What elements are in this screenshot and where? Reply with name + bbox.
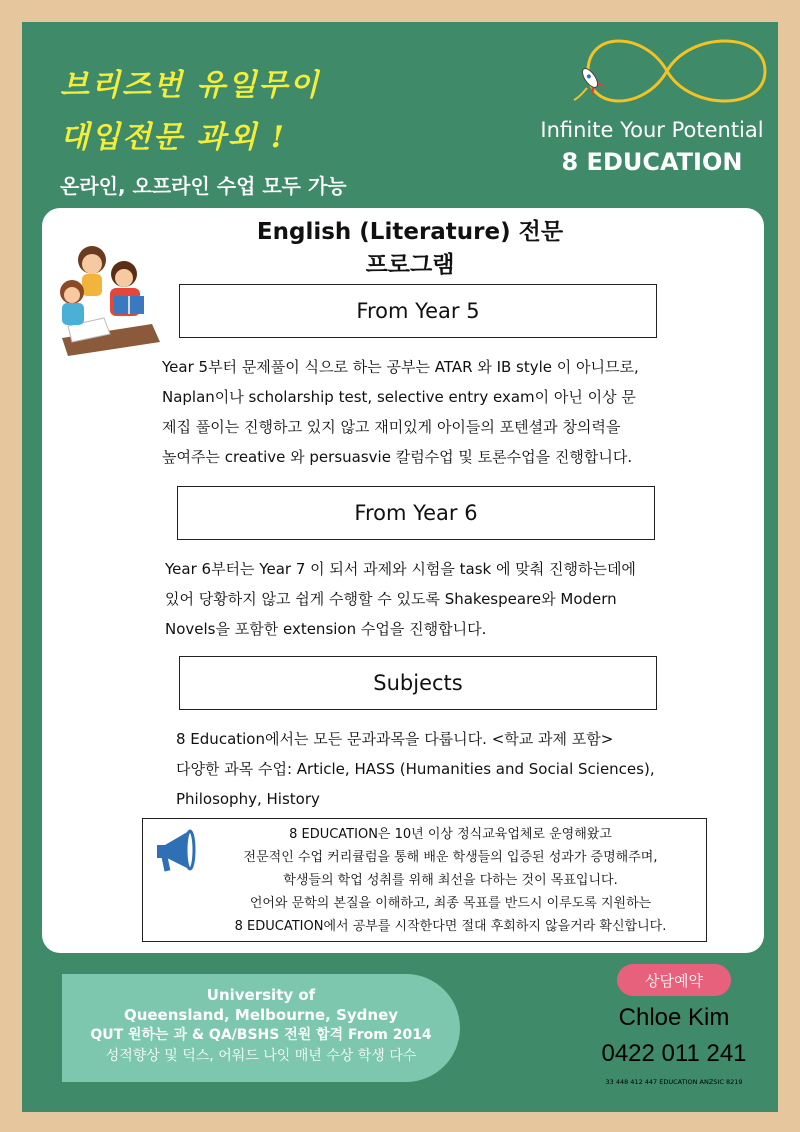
subjects-heading: Subjects (179, 656, 657, 710)
registration-text: 33 448 412 447 EDUCATION ANZSIC 8219 (605, 1078, 743, 1086)
subjects-line: 다양한 과목 수업: Article, HASS (Humanities and Social Sciences), (176, 760, 655, 778)
achievement-line3: QUT 원하는 과 & QA/BSHS 전원 합격 From 2014 (90, 1027, 432, 1043)
year6-line: Year 6부터는 Year 7 이 되서 과제와 시험을 task 에 맞춰 진행하는데에 (165, 560, 636, 578)
subjects-text (176, 724, 655, 814)
year5-line: Naplan이나 scholarship test, selective entry exam이 아닌 이상 문 (162, 388, 636, 406)
achievements-banner (62, 974, 460, 1082)
achievement-line1: University of (206, 986, 316, 1004)
year5-text (162, 352, 639, 472)
contact-name: Chloe Kim (618, 1004, 730, 1031)
program-title (200, 216, 620, 282)
notice-line: 전문적인 수업 커리큘럼을 통해 배운 학생들의 입증된 성과가 증명해주며, (243, 850, 658, 865)
notice-line: 언어와 문학의 본질을 이해하고, 최종 목표를 반드시 이루도록 지원하는 (249, 896, 652, 911)
year5-heading: From Year 5 (179, 284, 657, 338)
notice-line: 8 EDUCATION은 10년 이상 정식교육업체로 운영해왔고 (289, 827, 612, 842)
year6-line: Novels을 포함한 extension 수업을 진행합니다. (165, 620, 487, 638)
program-title-line1: English (Literature) 전문 (256, 219, 564, 245)
subjects-line: Philosophy, History (176, 790, 320, 808)
brand-name: 8 EDUCATION (561, 148, 743, 176)
rocket-icon (577, 64, 606, 95)
kids-reading-icon (52, 238, 162, 360)
infinity-logo-icon (560, 26, 774, 116)
headline-line1: 브리즈번 유일무이 (60, 68, 321, 103)
subjects-line: 8 Education에서는 모든 문과과목을 다룹니다. <학교 과제 포함> (176, 730, 614, 748)
notice-line: 학생들의 학업 성취를 위해 최선을 다하는 것이 목표입니다. (283, 873, 618, 888)
year5-line: 제집 풀이는 진행하고 있지 않고 재미있게 아이들의 포텐셜과 창의력을 (162, 418, 621, 436)
headline-line2: 대입전문 과외 ! (60, 120, 286, 155)
notice-line: 8 EDUCATION에서 공부를 시작한다면 절대 후회하지 않을거라 확신합니다. (234, 919, 667, 934)
achievement-line2: Queensland, Melbourne, Sydney (123, 1006, 399, 1024)
sub-headline: 온라인, 오프라인 수업 모두 가능 (60, 174, 347, 198)
year5-line: Year 5부터 문제풀이 식으로 하는 공부는 ATAR 와 IB style 이 아니므로, (162, 358, 639, 376)
year5-line: 높여주는 creative 와 persuasvie 칼럼수업 및 토론수업을 진행합니다. (162, 448, 633, 466)
consultation-button[interactable]: 상담예약 (617, 964, 731, 996)
notice-text (193, 823, 708, 938)
notice-box (142, 818, 707, 942)
year6-line: 있어 당황하지 않고 쉽게 수행할 수 있도록 Shakespeare와 Modern (165, 590, 617, 608)
year6-text (165, 554, 636, 644)
program-title-line2: 프로그램 (365, 252, 455, 278)
contact-phone[interactable]: 0422 011 241 (601, 1040, 747, 1067)
tagline: Infinite Your Potential (540, 118, 764, 142)
year6-heading: From Year 6 (177, 486, 655, 540)
achievement-line4: 성적향상 및 덕스, 어워드 나잇 매년 수상 학생 다수 (105, 1048, 417, 1064)
